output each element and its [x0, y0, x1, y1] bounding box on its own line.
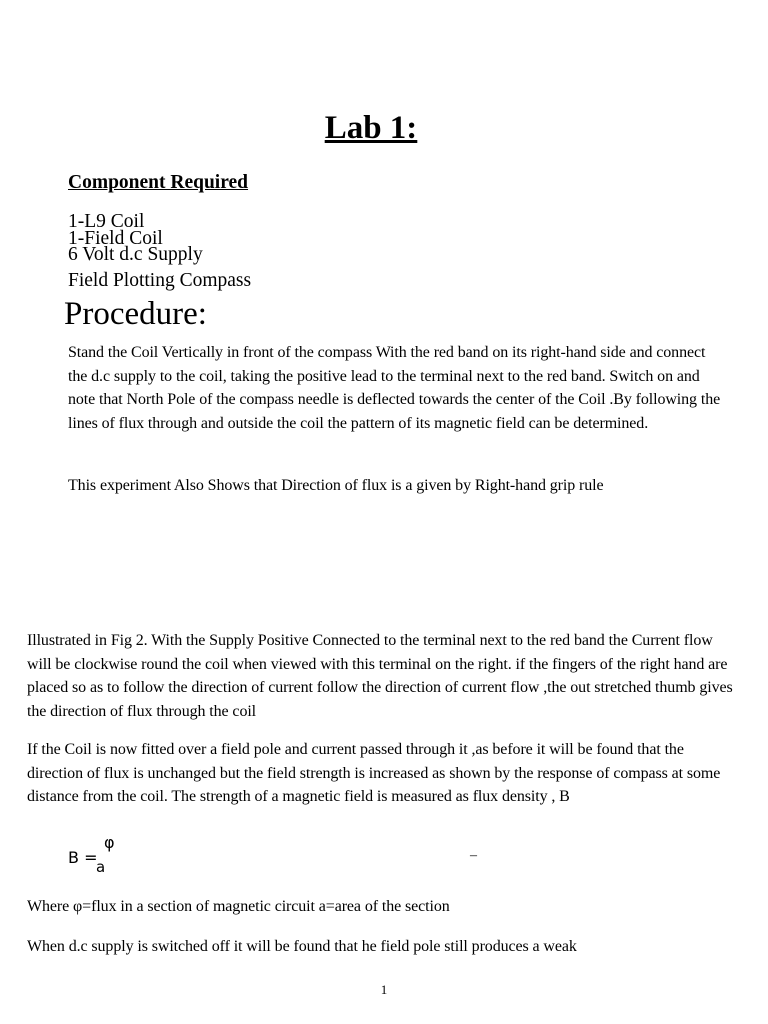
component-item: 1-Field Coil [68, 228, 163, 249]
body-paragraph: Illustrated in Fig 2. With the Supply Positive Connected to the terminal next to the red band the Current flow will be clockwise round the coil when viewed with this terminal on the right. if the fingers of the right hand are placed so as to follow the direction of current follow the direction of current flow ,the out stretched thumb gives the direction of flux through the coil [27, 632, 733, 720]
stray-mark: – [470, 848, 477, 863]
body-paragraph: If the Coil is now fitted over a field pole and current passed through it ,as before it will be found that the direction of flux is unchanged but the field strength is increased as shown by the response of compass at some distance from the coil. The strength of a magnetic field is measured as flux density , B [27, 741, 721, 805]
body-paragraph: When d.c supply is switched off it will be found that he field pole still produces a weak [27, 938, 577, 955]
body-paragraph: Where φ=flux in a section of magnetic circuit a=area of the section [27, 898, 450, 915]
page-number: 1 [380, 982, 388, 997]
procedure-paragraph: Stand the Coil Vertically in front of the compass With the red band on its right-hand side and connect the d.c supply to the coil, taking the positive lead to the terminal next to the red band. Switch on and note that North Pole of the compass needle is deflected towards the center of the Coil .By following the lines of flux through and outside the coil the pattern of its magnetic field can be determined. [68, 344, 721, 432]
procedure-heading: Procedure: [64, 296, 207, 332]
formula-numerator: φ [104, 833, 115, 852]
formula-lhs: B = [68, 848, 98, 867]
page-title: Lab 1: [324, 110, 418, 146]
component-item: Field Plotting Compass [68, 270, 252, 291]
component-item: 6 Volt d.c Supply [68, 244, 203, 265]
procedure-paragraph: This experiment Also Shows that Direction of flux is a given by Right-hand grip rule [68, 477, 604, 494]
components-heading: Component Required [68, 172, 249, 193]
component-item: 1-L9 Coil [68, 211, 145, 232]
formula-denominator: a [96, 858, 106, 876]
